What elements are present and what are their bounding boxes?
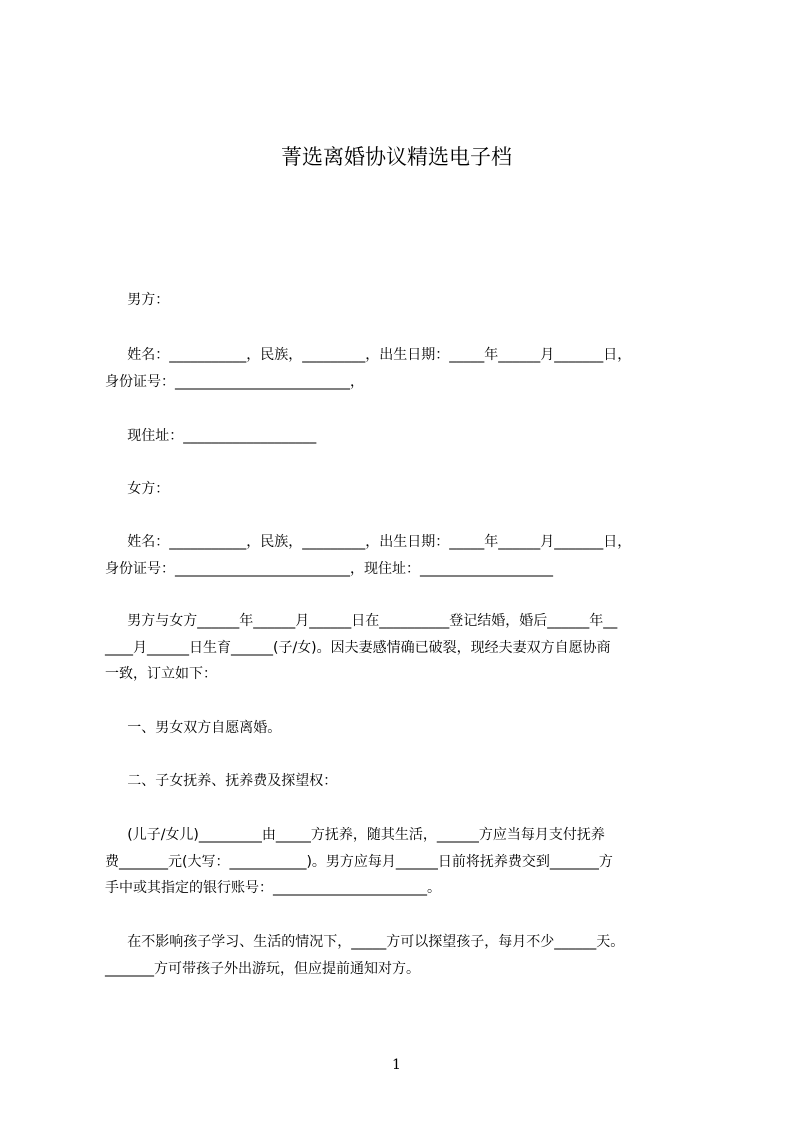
text-line-male-id: 身份证号：_________________________， bbox=[105, 374, 364, 390]
text-line-male-address: 现住址：___________________ bbox=[105, 428, 317, 444]
text-line-custody-1: (儿子/女儿)_________由_____方抚养，随其生活，______方应当每月支付抚养 bbox=[105, 827, 605, 843]
text-line-male-heading: 男方： bbox=[105, 292, 170, 308]
clause-1-heading: 一、男女双方自愿离婚。 bbox=[105, 720, 282, 736]
text-line-female-heading: 女方： bbox=[105, 481, 170, 497]
text-line-male-name: 姓名：___________，民族，_________，出生日期：_____年______月_______日， bbox=[105, 347, 632, 363]
text-line-custody-3: 手中或其指定的银行账号：______________________。 bbox=[105, 880, 441, 896]
text-line-custody-2: 费_______元(大写：___________)。男方应每月______日前将抚养费交到_______方 bbox=[105, 854, 613, 870]
page-number: 1 bbox=[392, 1057, 401, 1073]
text-line-marriage-3: 一致，订立如下： bbox=[105, 666, 217, 682]
text-line-female-id-address: 身份证号：_________________________，现住址：___________________ bbox=[105, 561, 553, 577]
document-title: 菁选离婚协议精选电子档 bbox=[281, 145, 512, 169]
text-line-visitation-1: 在不影响孩子学习、生活的情况下，_____方可以探望孩子，每月不少______天。 bbox=[105, 934, 625, 950]
text-line-female-name: 姓名：___________，民族，_________，出生日期：_____年______月_______日， bbox=[105, 534, 632, 550]
text-line-marriage-1: 男方与女方______年______月______日在__________登记结婚，婚后______年__ bbox=[105, 613, 618, 629]
clause-2-heading: 二、子女抚养、抚养费及探望权： bbox=[105, 773, 338, 789]
text-line-marriage-2: ____月______日生育______(子/女)。因夫妻感情确已破裂，现经夫妻双方自愿协商 bbox=[105, 640, 611, 656]
text-line-visitation-2: _______方可带孩子外出游玩，但应提前通知对方。 bbox=[105, 961, 420, 977]
